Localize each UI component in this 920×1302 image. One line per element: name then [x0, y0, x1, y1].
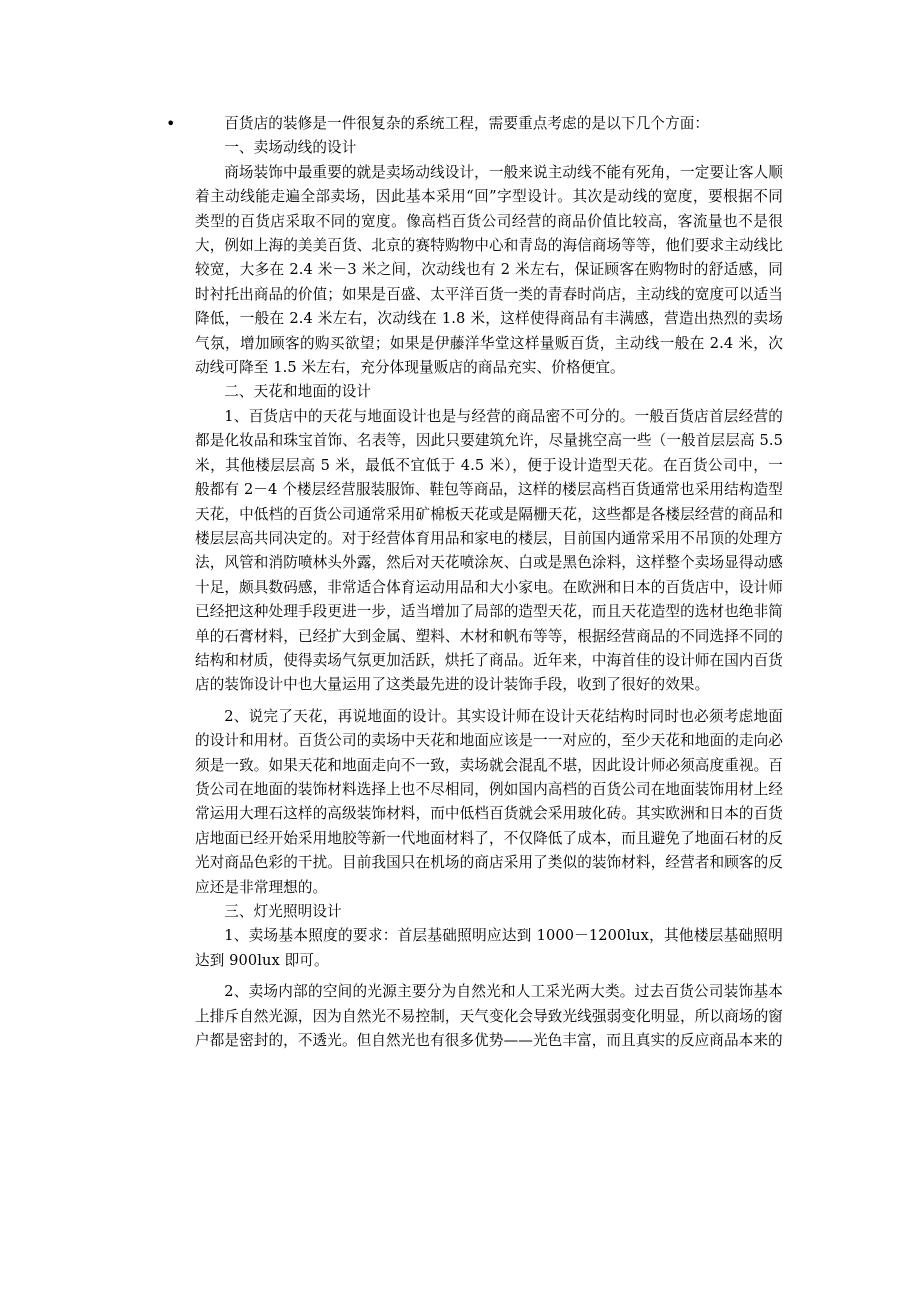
intro-paragraph: 百货店的装修是一件很复杂的系统工程，需要重点考虑的是以下几个方面：: [224, 115, 710, 132]
paragraph-circulation: 商场装饰中最重要的就是卖场动线设计，一般来说主动线不能有死角，一定要让客人顺着主动线能走遍全部卖场，因此基本采用“回”字型设计。其次是动线的宽度，要根据不同类型的百货店采取不同的宽度。像高档百货公司经营的商品价值比较高，客流量也不是很大，例如上海的美美百货、北京的赛特购物中心和青岛的海信商场等等，他们要求主动线比较宽，大多在 2.4 米－3 米之间，次动线也有 2 米左右，保证顾客在购物时的舒适感，同时衬托出商品的价值；如果是百盛、太平洋百货一类的青春时尚店，主动线的宽度可以适当降低，一般在 2.4 米左右，次动线在 1.8 米，这样使得商品有丰满感，营造出热烈的卖场气氛，增加顾客的购买欲望；如果是伊藤洋华堂这样量贩百货，主动线一般在 2.4 米，次动线可降至 1.5 米左右，充分体现量贩店的商品充实、价格便宜。: [195, 163, 783, 377]
paragraph-light-sources: 2、卖场内部的空间的光源主要分为自然光和人工采光两大类。过去百货公司装饰基本上排斥自然光源，因为自然光不易控制，天气变化会导致光线强弱变化明显，所以商场的窗户都是密封的，不透光。但自然光也有很多优势——光色丰富，而且真实的反应商品本来的: [195, 983, 783, 1050]
paragraph-ceiling: 1、百货店中的天花与地面设计也是与经营的商品密不可分的。一般百货店首层经营的都是化妆品和珠宝首饰、名表等，因此只要建筑允许，尽量挑空高一些（一般首层层高 5.5 米，其他楼层层高 5 米，最低不宜低于 4.5 米），便于设计造型天花。在百货公司中，一般都有 2－4 个楼层经营服装服饰、鞋包等商品，这样的楼层高档百货通常也采用结构造型天花，中低档的百货公司通常采用矿棉板天花或是隔栅天花，这些都是各楼层经营的商品和楼层层高共同决定的。对于经营体育用品和家电的楼层，目前国内通常采用不吊顶的处理方法，风管和消防喷林头外露，然后对天花喷涂灰、白或是黑色涂料，这样整个卖场显得动感十足，颇具数码感，非常适合体育运动用品和大小家电。在欧洲和日本的百货店中，设计师已经把这种处理手段更进一步，适当增加了局部的造型天花，而且天花造型的选材也绝非简单的石膏材料，已经扩大到金属、塑料、木材和帆布等等，根据经营商品的不同选择不同的结构和材质，使得卖场气氛更加活跃，烘托了商品。近年来，中海首佳的设计师在国内百货店的装饰设计中也大量运用了这类最先进的设计装饰手段，收到了很好的效果。: [195, 407, 783, 694]
paragraph-illuminance: 1、卖场基本照度的要求：首层基础照明应达到 1000－1200lux，其他楼层基础照明达到 900lux 即可。: [195, 927, 783, 969]
document-body: [195, 112, 783, 1053]
section-heading-ceiling-floor: 二、天花和地面的设计: [224, 383, 372, 401]
section-heading-circulation: 一、卖场动线的设计: [224, 139, 357, 157]
paragraph-floor: 2、说完了天花，再说地面的设计。其实设计师在设计天花结构时同时也必须考虑地面的设计和用材。百货公司的卖场中天花和地面应该是一一对应的，至少天花和地面的走向必须是一致。如果天花和地面走向不一致，卖场就会混乱不堪，因此设计师必须高度重视。百货公司在地面的装饰材料选择上也不尽相同，例如国内高档的百货公司在地面装饰用材上经常运用大理石这样的高级装饰材料，而中低档百货就会采用玻化砖。其实欧洲和日本的百货店地面已经开始采用地胶等新一代地面材料了，不仅降低了成本，而且避免了地面石材的反光对商品色彩的干扰。目前我国只在机场的商店采用了类似的装饰材料，经营者和顾客的反应还是非常理想的。: [195, 707, 783, 896]
section-heading-lighting: 三、灯光照明设计: [224, 903, 342, 920]
list-bullet: •: [166, 114, 176, 133]
